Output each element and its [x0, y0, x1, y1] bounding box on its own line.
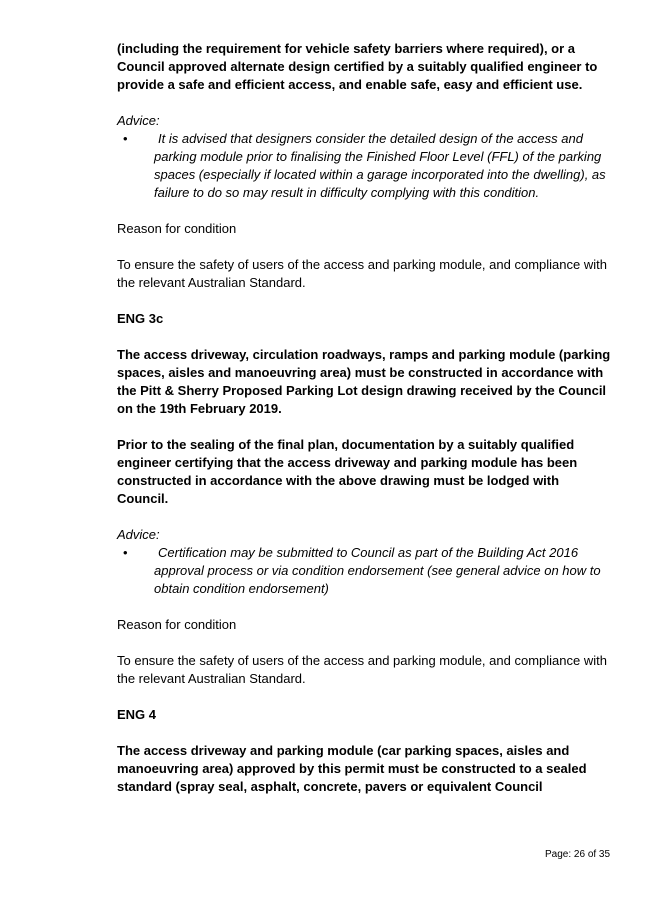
advice-label: Advice: [117, 527, 160, 542]
advice-bullet-text: Certification may be submitted to Council as part of the Building Act 2016 approval process or via condition endorsement (see general advice on how to obtain condition endorsement) [154, 545, 601, 596]
reason-text: To ensure the safety of users of the access and parking module, and compliance with the relevant Australian Standard. [117, 653, 607, 686]
eng-3c-paragraph-1: The access driveway, circulation roadways, ramps and parking module (parking spaces, aisles and manoeuvring area) must be constructed in accordance with the Pitt & Sherry Proposed Parking Lot design drawing received by the Council on the 19th February 2019. [117, 347, 611, 416]
document-page [117, 40, 611, 814]
reason-label: Reason for condition [117, 221, 237, 236]
advice-bullet-item [117, 544, 611, 598]
bullet-icon: • [123, 131, 128, 146]
section-heading-eng-3c: ENG 3c [117, 311, 164, 326]
reason-label: Reason for condition [117, 617, 237, 632]
advice-label: Advice: [117, 113, 160, 128]
intro-paragraph: (including the requirement for vehicle safety barriers where required), or a Council approved alternate design certified by a suitably qualified engineer to provide a safe and efficient access, and enable safe, easy and efficient use. [117, 41, 598, 92]
advice-bullet-text: It is advised that designers consider the detailed design of the access and parking module prior to finalising the Finished Floor Level (FFL) of the parking spaces (especially if located within a garage incorporated into the dwelling), as failure to do so may result in difficulty complying with this condition. [154, 131, 606, 200]
advice-bullet-item [117, 130, 611, 202]
bullet-icon: • [123, 545, 128, 560]
reason-text: To ensure the safety of users of the access and parking module, and compliance with the relevant Australian Standard. [117, 257, 607, 290]
eng-3c-paragraph-2: Prior to the sealing of the final plan, documentation by a suitably qualified engineer certifying that the access driveway and parking module has been constructed in accordance with the above drawing must be lodged with Council. [117, 437, 578, 506]
eng-4-paragraph-1: The access driveway and parking module (car parking spaces, aisles and manoeuvring area) approved by this permit must be constructed to a sealed standard (spray seal, asphalt, concrete, pavers or equivalent Council [117, 743, 587, 794]
page-number: Page: 26 of 35 [545, 849, 611, 860]
section-heading-eng-4: ENG 4 [117, 707, 157, 722]
